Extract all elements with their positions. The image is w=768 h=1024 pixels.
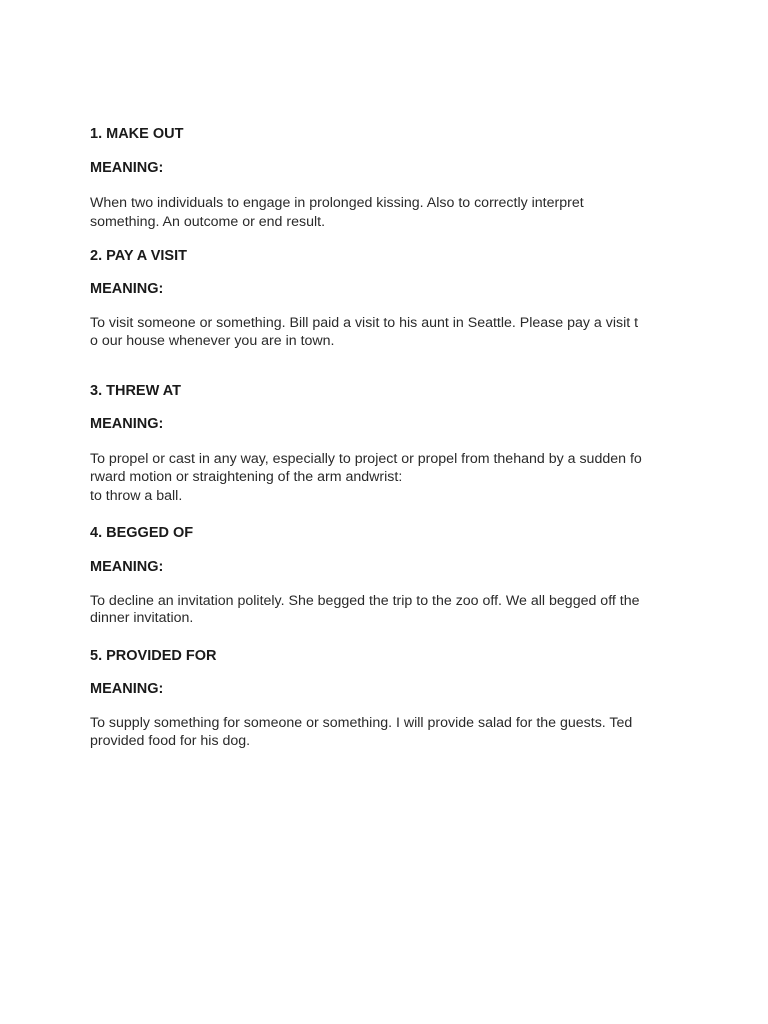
entry-1-meaning-label: MEANING: bbox=[90, 160, 164, 176]
entry-3-meaning-label: MEANING: bbox=[90, 416, 164, 432]
entry-4-line-2: dinner invitation. bbox=[90, 610, 194, 626]
entry-2-line-1: To visit someone or something. Bill paid a visit to his aunt in Seattle. Please pay a visit t bbox=[90, 315, 639, 331]
entry-5-line-1: To supply something for someone or something. I will provide salad for the guests. Ted bbox=[90, 715, 633, 731]
entry-4-meaning-label: MEANING: bbox=[90, 559, 164, 575]
entry-2-meaning-label: MEANING: bbox=[90, 281, 164, 297]
entry-3-line-3: to throw a ball. bbox=[90, 488, 183, 504]
entry-1-heading: 1. MAKE OUT bbox=[90, 126, 184, 142]
entry-2-heading: 2. PAY A VISIT bbox=[90, 248, 187, 264]
entry-2-line-2: o our house whenever you are in town. bbox=[90, 333, 335, 349]
entry-3-line-1: To propel or cast in any way, especially to project or propel from thehand by a sudden fo bbox=[90, 451, 642, 467]
entry-1-line-2: something. An outcome or end result. bbox=[90, 214, 326, 230]
entry-5-line-2: provided food for his dog. bbox=[90, 733, 251, 749]
entry-4-heading: 4. BEGGED OF bbox=[90, 525, 194, 541]
entry-3-heading: 3. THREW AT bbox=[90, 383, 182, 399]
entry-3-line-2: rward motion or straightening of the arm andwrist: bbox=[90, 469, 403, 485]
entry-5-meaning-label: MEANING: bbox=[90, 681, 164, 697]
entry-1-line-1: When two individuals to engage in prolonged kissing. Also to correctly interpret bbox=[90, 195, 584, 211]
entry-4-line-1: To decline an invitation politely. She begged the trip to the zoo off. We all begged off the bbox=[90, 593, 640, 609]
entry-5-heading: 5. PROVIDED FOR bbox=[90, 648, 217, 664]
